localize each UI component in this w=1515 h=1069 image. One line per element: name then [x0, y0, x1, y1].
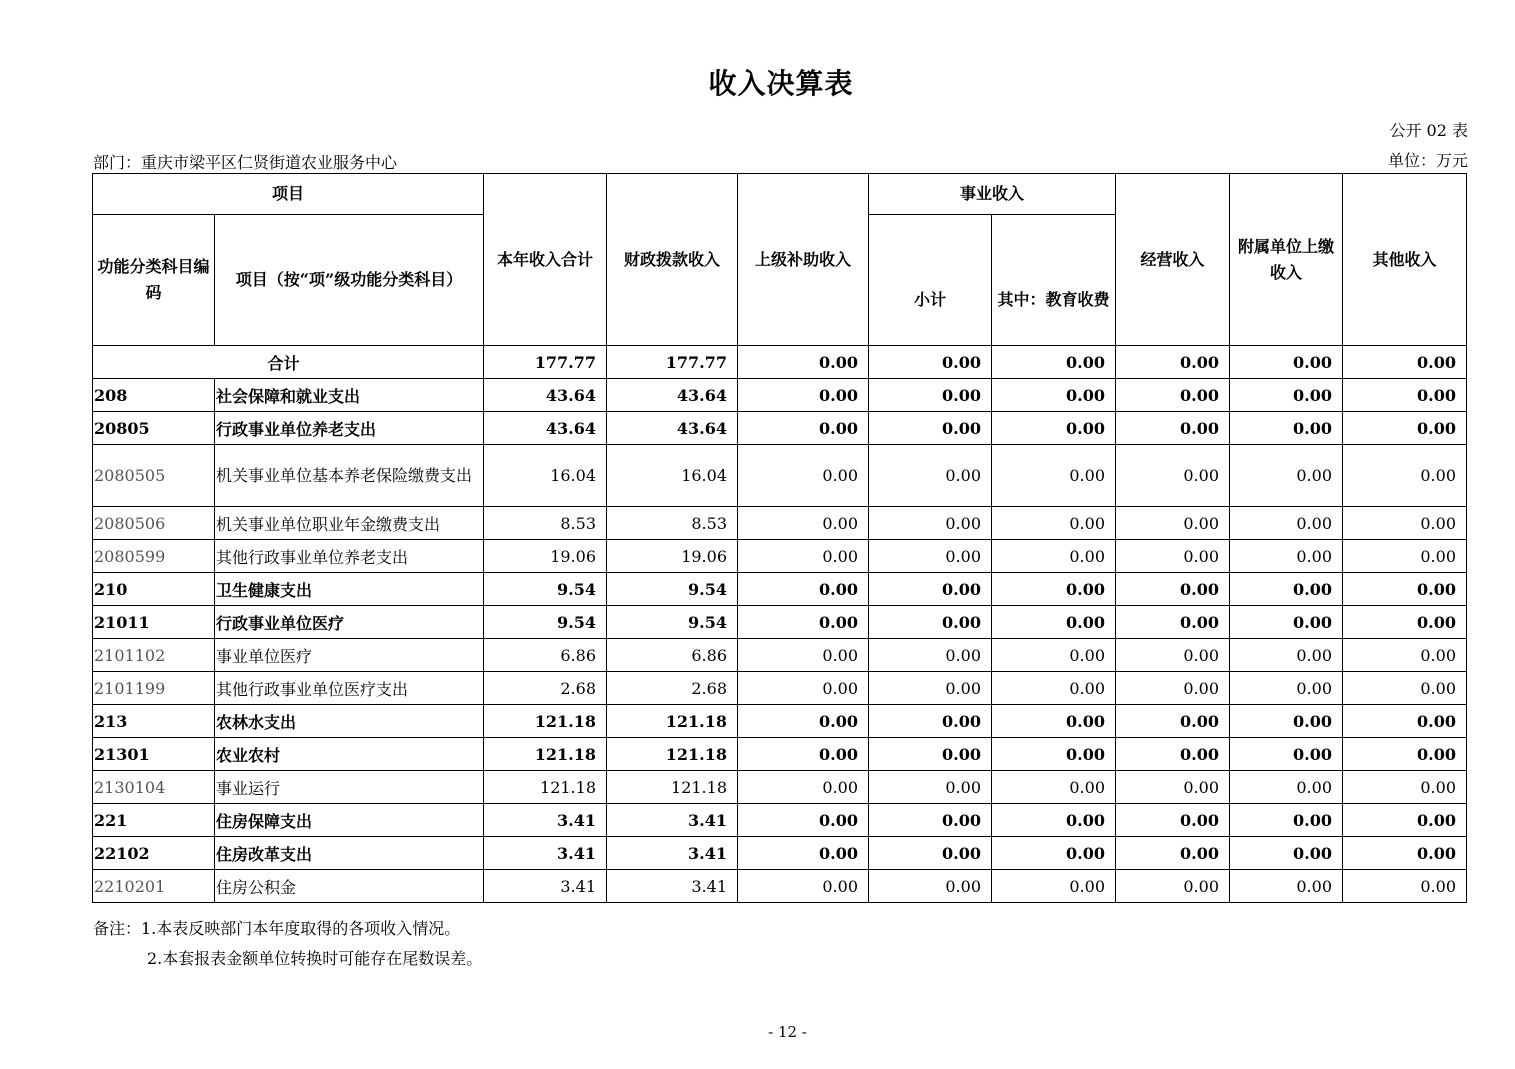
- total-value: 0.00: [1230, 346, 1343, 379]
- row-code: 21011: [93, 606, 215, 639]
- row-name: 行政事业单位养老支出: [215, 412, 484, 445]
- row-value: 8.53: [607, 507, 738, 540]
- row-value: 43.64: [607, 379, 738, 412]
- row-value: 121.18: [484, 771, 607, 804]
- row-value: 0.00: [738, 412, 869, 445]
- row-value: 0.00: [992, 639, 1116, 672]
- table-row: [93, 445, 1467, 507]
- department-label: 部门：重庆市梁平区仁贤街道农业服务中心: [93, 153, 398, 172]
- table-row: [93, 507, 1467, 540]
- row-value: 0.00: [869, 540, 992, 573]
- row-value: 0.00: [1230, 804, 1343, 837]
- row-value: 0.00: [1343, 606, 1467, 639]
- row-name: 其他行政事业单位养老支出: [215, 540, 484, 573]
- row-value: 0.00: [1230, 573, 1343, 606]
- row-value: 19.06: [484, 540, 607, 573]
- row-value: 0.00: [1116, 412, 1230, 445]
- row-value: 0.00: [1116, 507, 1230, 540]
- row-value: 0.00: [869, 445, 992, 507]
- row-value: 0.00: [992, 507, 1116, 540]
- row-value: 0.00: [869, 379, 992, 412]
- total-row: [93, 346, 1467, 379]
- row-value: 0.00: [1230, 507, 1343, 540]
- row-value: 0.00: [992, 540, 1116, 573]
- row-value: 0.00: [1343, 771, 1467, 804]
- row-value: 0.00: [1230, 639, 1343, 672]
- notes: [93, 914, 482, 974]
- row-value: 3.41: [484, 870, 607, 903]
- row-value: 0.00: [738, 738, 869, 771]
- table-row: [93, 804, 1467, 837]
- row-value: 3.41: [484, 837, 607, 870]
- note-1: 备注：1.本表反映部门本年度取得的各项收入情况。: [93, 919, 461, 938]
- total-value: 0.00: [1343, 346, 1467, 379]
- page-title: 收入决算表: [708, 67, 854, 100]
- row-value: 8.53: [484, 507, 607, 540]
- row-name: 机关事业单位职业年金缴费支出: [215, 507, 484, 540]
- row-value: 0.00: [1230, 540, 1343, 573]
- row-value: 0.00: [992, 738, 1116, 771]
- row-value: 0.00: [992, 870, 1116, 903]
- row-name: 住房公积金: [215, 870, 484, 903]
- row-value: 0.00: [869, 738, 992, 771]
- table-row: [93, 379, 1467, 412]
- total-value: 0.00: [738, 346, 869, 379]
- row-value: 0.00: [992, 412, 1116, 445]
- header-superior: 上级补助收入: [738, 174, 869, 346]
- header-project: 项目: [93, 174, 484, 215]
- table-row: [93, 573, 1467, 606]
- row-value: 0.00: [1230, 870, 1343, 903]
- form-number: 公开 02 表: [1389, 121, 1468, 140]
- row-value: 0.00: [992, 771, 1116, 804]
- row-value: 121.18: [607, 738, 738, 771]
- header-fiscal: 财政拨款收入: [607, 174, 738, 346]
- row-value: 9.54: [484, 573, 607, 606]
- row-value: 0.00: [1116, 804, 1230, 837]
- row-value: 3.41: [484, 804, 607, 837]
- total-value: 177.77: [607, 346, 738, 379]
- row-value: 9.54: [607, 606, 738, 639]
- row-value: 121.18: [484, 705, 607, 738]
- table-row: [93, 738, 1467, 771]
- row-value: 0.00: [738, 639, 869, 672]
- row-value: 0.00: [1343, 573, 1467, 606]
- row-code: 20805: [93, 412, 215, 445]
- row-code: 213: [93, 705, 215, 738]
- row-name: 机关事业单位基本养老保险缴费支出: [215, 445, 484, 507]
- row-value: 0.00: [738, 705, 869, 738]
- row-value: 0.00: [738, 804, 869, 837]
- row-value: 43.64: [607, 412, 738, 445]
- row-value: 0.00: [992, 705, 1116, 738]
- row-value: 0.00: [1230, 379, 1343, 412]
- row-value: 3.41: [607, 870, 738, 903]
- row-value: 0.00: [1343, 804, 1467, 837]
- row-code: 21301: [93, 738, 215, 771]
- row-value: 0.00: [1343, 379, 1467, 412]
- row-code: 2080599: [93, 540, 215, 573]
- income-table: [92, 173, 1467, 903]
- row-code: 2101199: [93, 672, 215, 705]
- note-2: 2.本套报表金额单位转换时可能存在尾数误差。: [147, 949, 483, 968]
- row-value: 121.18: [484, 738, 607, 771]
- row-value: 0.00: [1116, 771, 1230, 804]
- row-value: 0.00: [738, 507, 869, 540]
- row-value: 0.00: [1230, 412, 1343, 445]
- row-code: 2101102: [93, 639, 215, 672]
- row-value: 0.00: [738, 837, 869, 870]
- row-value: 2.68: [484, 672, 607, 705]
- row-value: 0.00: [738, 606, 869, 639]
- table-row: [93, 870, 1467, 903]
- page-number: - 12 -: [768, 1023, 807, 1041]
- row-value: 19.06: [607, 540, 738, 573]
- header-affiliate: 附属单位上缴收入: [1230, 174, 1343, 346]
- row-value: 0.00: [1230, 672, 1343, 705]
- header-total: 本年收入合计: [484, 174, 607, 346]
- row-value: 0.00: [869, 837, 992, 870]
- row-value: 0.00: [738, 573, 869, 606]
- row-value: 0.00: [1230, 738, 1343, 771]
- row-code: 22102: [93, 837, 215, 870]
- row-value: 0.00: [869, 412, 992, 445]
- table-row: [93, 837, 1467, 870]
- table-row: [93, 672, 1467, 705]
- row-name: 事业运行: [215, 771, 484, 804]
- row-value: 0.00: [992, 379, 1116, 412]
- total-label: 合计: [93, 346, 484, 379]
- header-code: 功能分类科目编码: [93, 215, 215, 346]
- row-value: 0.00: [738, 379, 869, 412]
- row-value: 0.00: [992, 804, 1116, 837]
- total-value: 0.00: [1116, 346, 1230, 379]
- header-business: 经营收入: [1116, 174, 1230, 346]
- row-value: 43.64: [484, 379, 607, 412]
- header-name: 项目（按“项”级功能分类科目）: [215, 215, 484, 346]
- row-value: 0.00: [1116, 573, 1230, 606]
- row-value: 0.00: [1116, 837, 1230, 870]
- row-value: 0.00: [1230, 606, 1343, 639]
- row-value: 0.00: [869, 573, 992, 606]
- header-subtotal: 小计: [869, 215, 992, 346]
- row-value: 0.00: [1116, 606, 1230, 639]
- row-value: 121.18: [607, 705, 738, 738]
- row-value: 0.00: [1116, 639, 1230, 672]
- row-value: 0.00: [1116, 540, 1230, 573]
- row-value: 0.00: [1230, 705, 1343, 738]
- table-row: [93, 771, 1467, 804]
- row-name: 行政事业单位医疗: [215, 606, 484, 639]
- table-row: [93, 412, 1467, 445]
- row-value: 0.00: [738, 870, 869, 903]
- row-value: 0.00: [869, 705, 992, 738]
- row-value: 0.00: [1116, 379, 1230, 412]
- row-value: 0.00: [1343, 412, 1467, 445]
- row-value: 3.41: [607, 804, 738, 837]
- row-value: 16.04: [484, 445, 607, 507]
- row-value: 9.54: [484, 606, 607, 639]
- row-value: 3.41: [607, 837, 738, 870]
- row-value: 9.54: [607, 573, 738, 606]
- row-value: 0.00: [869, 606, 992, 639]
- row-value: 6.86: [484, 639, 607, 672]
- row-code: 208: [93, 379, 215, 412]
- row-value: 43.64: [484, 412, 607, 445]
- row-value: 0.00: [1343, 705, 1467, 738]
- row-value: 0.00: [1230, 837, 1343, 870]
- row-value: 0.00: [869, 639, 992, 672]
- row-value: 16.04: [607, 445, 738, 507]
- row-name: 农业农村: [215, 738, 484, 771]
- row-value: 0.00: [1343, 837, 1467, 870]
- row-value: 0.00: [1343, 445, 1467, 507]
- row-name: 住房改革支出: [215, 837, 484, 870]
- row-value: 0.00: [1343, 738, 1467, 771]
- header-other: 其他收入: [1343, 174, 1467, 346]
- table-row: [93, 606, 1467, 639]
- row-value: 0.00: [992, 672, 1116, 705]
- row-value: 0.00: [992, 445, 1116, 507]
- row-value: 0.00: [738, 540, 869, 573]
- row-value: 0.00: [1116, 705, 1230, 738]
- row-value: 0.00: [869, 771, 992, 804]
- row-code: 2080506: [93, 507, 215, 540]
- row-name: 社会保障和就业支出: [215, 379, 484, 412]
- row-value: 0.00: [1116, 672, 1230, 705]
- row-value: 121.18: [607, 771, 738, 804]
- row-value: 0.00: [1116, 870, 1230, 903]
- table-row: [93, 540, 1467, 573]
- total-value: 0.00: [992, 346, 1116, 379]
- unit-label: 单位：万元: [1387, 151, 1468, 170]
- row-value: 0.00: [1343, 507, 1467, 540]
- row-value: 0.00: [992, 837, 1116, 870]
- row-value: 0.00: [1116, 445, 1230, 507]
- row-value: 0.00: [1343, 672, 1467, 705]
- row-name: 事业单位医疗: [215, 639, 484, 672]
- row-value: 0.00: [992, 606, 1116, 639]
- row-value: 0.00: [1343, 870, 1467, 903]
- row-value: 0.00: [992, 573, 1116, 606]
- row-value: 2.68: [607, 672, 738, 705]
- row-value: 0.00: [738, 672, 869, 705]
- row-value: 0.00: [738, 771, 869, 804]
- total-value: 177.77: [484, 346, 607, 379]
- row-code: 221: [93, 804, 215, 837]
- row-name: 住房保障支出: [215, 804, 484, 837]
- row-value: 0.00: [869, 804, 992, 837]
- row-name: 其他行政事业单位医疗支出: [215, 672, 484, 705]
- row-value: 0.00: [1116, 738, 1230, 771]
- row-value: 0.00: [869, 870, 992, 903]
- row-value: 0.00: [869, 672, 992, 705]
- row-value: 0.00: [1343, 540, 1467, 573]
- row-value: 0.00: [1230, 771, 1343, 804]
- row-value: 0.00: [738, 445, 869, 507]
- row-code: 210: [93, 573, 215, 606]
- header-edu: 其中：教育收费: [992, 215, 1116, 346]
- row-code: 2210201: [93, 870, 215, 903]
- row-name: 农林水支出: [215, 705, 484, 738]
- table-row: [93, 705, 1467, 738]
- row-value: 6.86: [607, 639, 738, 672]
- total-value: 0.00: [869, 346, 992, 379]
- row-name: 卫生健康支出: [215, 573, 484, 606]
- row-value: 0.00: [1343, 639, 1467, 672]
- header-career: 事业收入: [869, 174, 1116, 215]
- row-value: 0.00: [869, 507, 992, 540]
- table-row: [93, 639, 1467, 672]
- row-code: 2130104: [93, 771, 215, 804]
- row-value: 0.00: [1230, 445, 1343, 507]
- row-code: 2080505: [93, 445, 215, 507]
